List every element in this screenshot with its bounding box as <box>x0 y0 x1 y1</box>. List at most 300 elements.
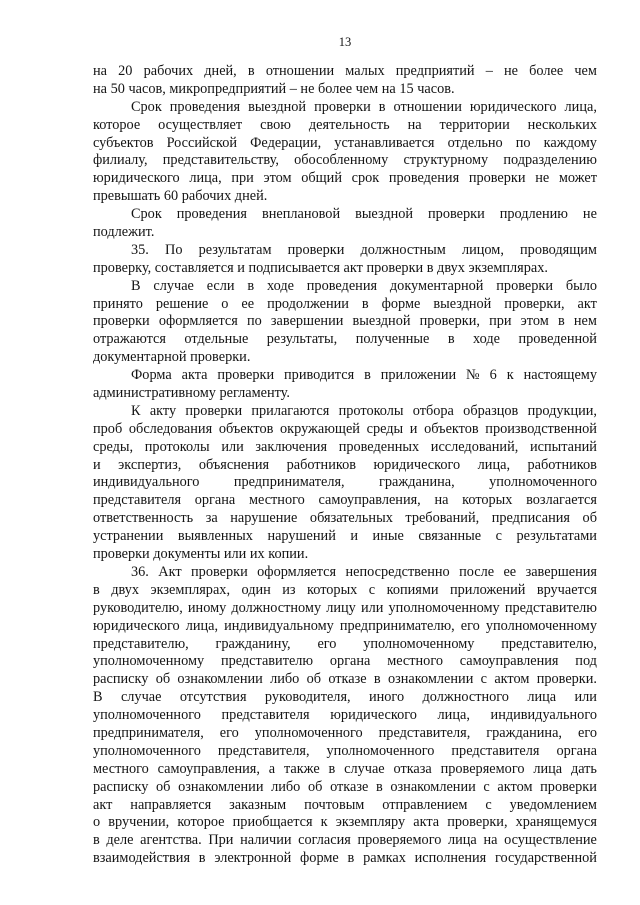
line-word: окружающей <box>280 420 360 437</box>
line-word: дней, <box>204 63 237 79</box>
line-word: к <box>506 367 514 384</box>
line-word: должностным <box>360 241 446 258</box>
line-word: об <box>155 671 171 688</box>
line-word: представителя, <box>378 724 471 741</box>
line-word: за <box>205 510 218 527</box>
line-word: с <box>485 796 492 813</box>
line-word: после <box>459 563 495 580</box>
line-word: при <box>489 313 512 330</box>
text-line <box>93 457 597 475</box>
line-word: представителю, <box>501 635 597 652</box>
line-word: представителю <box>220 653 314 670</box>
line-word: № <box>466 367 480 384</box>
line-word: нескольких <box>527 116 597 133</box>
line-word: отношении <box>393 98 462 115</box>
line-word: представителю, <box>93 635 189 652</box>
line-word: отдельно <box>447 134 503 151</box>
line-word: в <box>93 832 100 849</box>
line-word: подразделению <box>503 152 597 169</box>
line-word: проведения <box>176 206 248 223</box>
line-word: отсутствия <box>179 689 247 706</box>
line-word: органа <box>556 742 597 759</box>
line-word: предпринимателя, <box>93 724 204 741</box>
line-word: По <box>165 241 183 258</box>
line-word: – <box>485 63 493 79</box>
line-word: обследования <box>128 420 213 437</box>
line-word: если <box>206 277 235 294</box>
paragraph <box>93 242 597 278</box>
line-word: а <box>268 760 276 777</box>
line-word: уполномоченного <box>489 474 597 491</box>
line-word: проведения <box>388 170 460 187</box>
line-word: и <box>409 420 418 437</box>
line-word: копиями <box>386 581 439 598</box>
line-word: среды <box>366 420 404 437</box>
line-word: наличии <box>240 832 292 849</box>
line-word: В <box>93 689 103 706</box>
line-word: отказе <box>330 778 369 795</box>
line-word: юридического <box>373 456 461 473</box>
line-word: руководителю, <box>93 599 183 616</box>
text-line <box>93 743 597 761</box>
line-word: представителя <box>93 492 182 509</box>
line-word: уполномоченного <box>93 742 201 759</box>
line-word: в <box>373 671 381 688</box>
line-word: настоящему <box>523 367 597 384</box>
line-word: один <box>241 581 271 598</box>
line-word: устанавливается <box>334 134 435 151</box>
line-word: агентства. <box>140 832 202 849</box>
line-word: испытаний <box>529 438 597 455</box>
line-word: с <box>480 671 488 688</box>
line-word: с <box>495 528 502 545</box>
line-word: свою <box>260 116 291 133</box>
line-word: лицом, <box>461 241 504 258</box>
text-line <box>93 510 597 528</box>
line-word: не <box>535 170 550 187</box>
line-word: лица, <box>477 456 511 473</box>
line-word: Срок <box>131 98 162 115</box>
line-word: в <box>364 367 371 384</box>
line-word: требований, <box>405 510 480 527</box>
line-word: приводится <box>284 367 355 384</box>
line-word: заключения <box>255 438 328 455</box>
line-word: самоуправления <box>459 653 559 670</box>
line-word: уполномоченному <box>93 653 205 670</box>
paragraph <box>93 99 597 206</box>
line-word: отношении <box>265 63 335 79</box>
line-word: решение <box>155 295 209 312</box>
line-word: проверки <box>287 241 345 258</box>
line-word: на <box>483 832 498 849</box>
line-word: результатам <box>198 241 272 258</box>
line-word: проверки <box>93 313 150 330</box>
line-word: исполнения <box>414 850 487 867</box>
line-word: ознакомлении <box>390 778 476 795</box>
line-word: юридического <box>93 617 180 634</box>
paragraph <box>93 63 597 99</box>
line-word: проведенных <box>338 438 420 455</box>
line-word: заказным <box>229 796 287 813</box>
line-word: приложений <box>450 581 526 598</box>
line-word: или <box>221 438 244 455</box>
line-word: лица, <box>189 170 222 187</box>
line-word: в <box>247 277 255 294</box>
text-line <box>93 653 597 671</box>
line-word: было <box>565 277 597 294</box>
line-word: рамках <box>363 850 406 867</box>
text-line <box>93 63 597 81</box>
line-word: работников <box>286 456 356 473</box>
line-word: которое <box>93 116 141 133</box>
line-word: проверки <box>185 402 243 419</box>
line-word: или <box>574 689 597 706</box>
line-word: проверки <box>428 206 485 223</box>
line-word: каждому <box>543 134 597 151</box>
line-word: объектов <box>218 420 274 437</box>
line-word: общий <box>301 170 342 187</box>
line-word: также <box>283 760 320 777</box>
line-word: по <box>515 134 531 151</box>
line-word: приобщается <box>232 814 313 831</box>
line-word: более <box>529 63 564 79</box>
line-word: юридического <box>93 170 180 187</box>
line-word: отказе <box>328 671 367 688</box>
text-line: на 50 часов, микропредприятий – не более чем на 15 часов. <box>93 80 455 97</box>
line-word: оформляется <box>257 563 337 580</box>
text-line <box>93 636 597 654</box>
line-word: ознакомлении <box>387 671 474 688</box>
text-line <box>93 850 597 868</box>
line-word: продукции, <box>527 402 597 419</box>
line-word: документарной <box>389 277 484 294</box>
line-word: иного <box>368 689 405 706</box>
line-word: ее <box>503 563 517 580</box>
text-line <box>93 152 597 170</box>
line-word: представительству, <box>162 152 279 169</box>
line-word: среды, <box>93 438 134 455</box>
line-word: ходе <box>473 331 501 348</box>
line-word: в <box>361 295 369 312</box>
text-line <box>93 725 597 743</box>
text-line <box>93 296 597 314</box>
line-word: должностному <box>231 599 322 616</box>
line-word: в <box>347 850 355 867</box>
line-word: хранящемуся <box>515 814 597 831</box>
line-word: о <box>93 814 101 831</box>
line-word: лица, <box>185 617 219 634</box>
line-word: проверки, <box>447 814 508 831</box>
line-word: лица <box>533 760 563 777</box>
line-word: случае <box>344 760 385 777</box>
line-word: отправлением <box>382 796 468 813</box>
page-number: 13 <box>338 35 352 49</box>
line-word: местного <box>93 760 149 777</box>
line-word: по <box>246 313 262 330</box>
line-word: этом <box>263 170 292 187</box>
line-word: форме <box>381 295 421 312</box>
line-word: гражданина, <box>379 474 455 491</box>
line-word: предписания <box>491 510 570 527</box>
line-word: электронной <box>214 850 292 867</box>
line-word: проведения <box>306 277 378 294</box>
line-word: форме <box>300 850 339 867</box>
line-word: устранении <box>93 528 164 545</box>
line-word: продлению <box>499 206 568 223</box>
line-word: внеплановой <box>261 206 341 223</box>
text-line <box>93 206 597 224</box>
line-word: ее <box>241 295 255 312</box>
line-word: акту <box>149 402 177 419</box>
line-word: которых <box>462 492 513 509</box>
line-word: малых <box>345 63 385 79</box>
line-word: обязательных <box>309 510 393 527</box>
line-word: вручается <box>536 581 597 598</box>
line-word: Срок <box>131 206 162 223</box>
text-line: превышать 60 рабочих дней. <box>93 188 268 205</box>
line-word: в <box>447 331 455 348</box>
text-line <box>93 564 597 582</box>
line-word: в <box>557 313 565 330</box>
line-word: возлагается <box>526 492 597 509</box>
line-word: руководителя, <box>264 689 351 706</box>
line-word: о <box>221 295 229 312</box>
document-body <box>93 63 597 868</box>
line-word: принято <box>93 295 143 312</box>
text-line <box>93 797 597 815</box>
line-word: проведения <box>169 98 241 115</box>
line-word: проверки, <box>504 295 565 312</box>
text-line: проверки документы или их копии. <box>93 546 309 563</box>
line-word: осуществляет <box>158 116 243 133</box>
text-line <box>93 421 597 439</box>
line-word: этом <box>520 313 549 330</box>
line-word: экземплярах, <box>150 581 231 598</box>
paragraph <box>93 278 597 367</box>
line-word: результаты, <box>266 331 338 348</box>
line-word: непосредственно <box>345 563 450 580</box>
line-word: под <box>575 653 597 670</box>
line-word: экспертиз, <box>118 456 182 473</box>
line-word: протоколы <box>144 438 210 455</box>
text-line <box>93 618 597 636</box>
text-line <box>93 671 597 689</box>
line-word: работников <box>527 456 597 473</box>
line-word: филиалу, <box>93 152 148 169</box>
line-word: нем <box>573 313 597 330</box>
line-word: отказа <box>393 760 432 777</box>
line-word: в <box>198 850 206 867</box>
line-word: отдельные <box>184 331 249 348</box>
paragraph <box>93 564 597 868</box>
line-word: деле <box>106 832 134 849</box>
line-word: Российской <box>166 134 238 151</box>
line-word: выявленных <box>177 528 253 545</box>
line-word: и <box>93 456 101 473</box>
line-word: уполномоченному <box>388 599 500 616</box>
line-word: отбора <box>412 402 454 419</box>
line-word: представителя <box>221 707 310 724</box>
line-word: в <box>93 581 100 598</box>
line-word: проверки <box>468 170 526 187</box>
line-word: расписку <box>93 778 149 795</box>
line-word: почтовым <box>304 796 365 813</box>
line-word: предпринимателю, <box>339 617 455 634</box>
line-word: выездной <box>352 313 411 330</box>
line-word: в <box>247 63 255 79</box>
line-word: самоуправления, <box>157 760 260 777</box>
line-word: ходе <box>266 277 294 294</box>
line-word: его <box>460 617 480 634</box>
line-word: его <box>317 635 337 652</box>
text-line <box>93 135 597 153</box>
line-word: вручении, <box>108 814 170 831</box>
line-word: самоуправления, <box>318 492 421 509</box>
text-line <box>93 707 597 725</box>
line-word: иные <box>372 528 404 545</box>
line-word: рабочих <box>143 63 194 79</box>
line-word: юридического <box>469 98 557 115</box>
line-word: лица, <box>437 707 470 724</box>
text-line <box>93 313 597 331</box>
line-word: индивидуального <box>490 707 597 724</box>
line-word: Форма <box>131 367 172 384</box>
line-word: проверки <box>540 778 597 795</box>
paragraph <box>93 403 597 564</box>
line-word: представителя, <box>217 742 310 759</box>
line-word: к <box>320 814 328 831</box>
line-word: 36. <box>131 563 149 580</box>
paragraph <box>93 206 597 242</box>
line-word: лица, <box>564 98 597 115</box>
line-word: выездной <box>433 295 492 312</box>
line-word: либо <box>271 778 301 795</box>
line-word: гражданина, <box>486 724 562 741</box>
text-line <box>93 600 597 618</box>
line-word: В <box>131 277 141 294</box>
text-line <box>93 278 597 296</box>
line-word: об <box>307 778 323 795</box>
line-word: нарушение <box>230 510 298 527</box>
line-word: индивидуального <box>93 474 200 491</box>
line-word: либо <box>270 671 300 688</box>
line-word: лица <box>448 832 477 849</box>
line-word: образцов <box>463 402 519 419</box>
line-word: уполномоченного <box>254 724 363 741</box>
text-line <box>93 474 597 492</box>
text-line <box>93 331 597 349</box>
line-word: проверяемого <box>440 760 525 777</box>
line-word: объяснения <box>198 456 270 473</box>
line-word: двух <box>111 581 140 598</box>
text-line <box>93 242 597 260</box>
line-word: прилагаются <box>251 402 330 419</box>
line-word: представителю <box>504 599 597 616</box>
line-word: расписку <box>93 671 149 688</box>
line-word: 20 <box>118 63 133 79</box>
line-word: дать <box>570 760 597 777</box>
line-word: срок <box>351 170 380 187</box>
line-word: результатами <box>516 528 597 545</box>
line-word: проверки <box>314 98 371 115</box>
text-line <box>93 403 597 421</box>
line-word: может <box>558 170 597 187</box>
line-word: на <box>434 492 449 509</box>
text-line <box>93 761 597 779</box>
text-line <box>93 170 597 188</box>
line-word: не <box>503 63 518 79</box>
line-word: органа <box>329 653 371 670</box>
line-word: его <box>219 724 239 741</box>
line-word: местного <box>248 492 305 509</box>
line-word: Акт <box>158 563 182 580</box>
line-word: проверяемого <box>357 832 442 849</box>
line-word: При <box>208 832 234 849</box>
line-word: на <box>407 116 422 133</box>
line-word: или <box>360 599 384 616</box>
line-word: отражаются <box>93 331 166 348</box>
line-word: его <box>577 724 597 741</box>
line-word: об <box>306 671 322 688</box>
line-word: продолжении <box>267 295 349 312</box>
line-word: акт <box>577 295 597 312</box>
line-word: уполномоченного <box>326 742 435 759</box>
line-word: уполномоченному <box>363 635 475 652</box>
text-line <box>93 492 597 510</box>
line-word: ответственность <box>93 510 194 527</box>
line-word: государственной <box>495 850 597 867</box>
line-word: которых <box>307 581 358 598</box>
text-line <box>93 439 597 457</box>
line-word: предпринимателя, <box>233 474 345 491</box>
line-word: в <box>328 760 336 777</box>
line-word: из <box>282 581 296 598</box>
line-word: исследований, <box>430 438 519 455</box>
line-word: обособленному <box>294 152 389 169</box>
line-word: случае <box>120 689 162 706</box>
line-word: акт <box>93 796 113 813</box>
line-word: и <box>350 528 359 545</box>
line-word: 35. <box>131 241 149 258</box>
line-word: на <box>93 63 107 79</box>
line-word: актом <box>494 671 530 688</box>
line-word: индивидуальному <box>224 617 334 634</box>
text-line: подлежит. <box>93 224 155 241</box>
line-word: полученные <box>355 331 430 348</box>
line-word: проведенной <box>518 331 597 348</box>
line-word: лица <box>527 689 557 706</box>
line-word: нарушений <box>267 528 336 545</box>
line-word: предприятий <box>395 63 475 79</box>
line-word: местного <box>387 653 443 670</box>
line-word: завершении <box>270 313 344 330</box>
line-word: приложении <box>380 367 457 384</box>
line-word: проб <box>93 420 123 437</box>
text-line <box>93 832 597 850</box>
line-word: осуществление <box>504 832 597 849</box>
line-word: уведомлением <box>509 796 597 813</box>
line-word: в <box>375 778 383 795</box>
line-word: К <box>131 402 141 419</box>
line-word: проводящим <box>520 241 597 258</box>
line-word: взаимодействия <box>93 850 191 867</box>
line-word: не <box>582 206 597 223</box>
text-line <box>93 814 597 832</box>
line-word: деятельность <box>308 116 390 133</box>
line-word: уполномоченному <box>485 617 597 634</box>
line-word: завершения <box>525 563 597 580</box>
line-word: с <box>368 581 376 598</box>
